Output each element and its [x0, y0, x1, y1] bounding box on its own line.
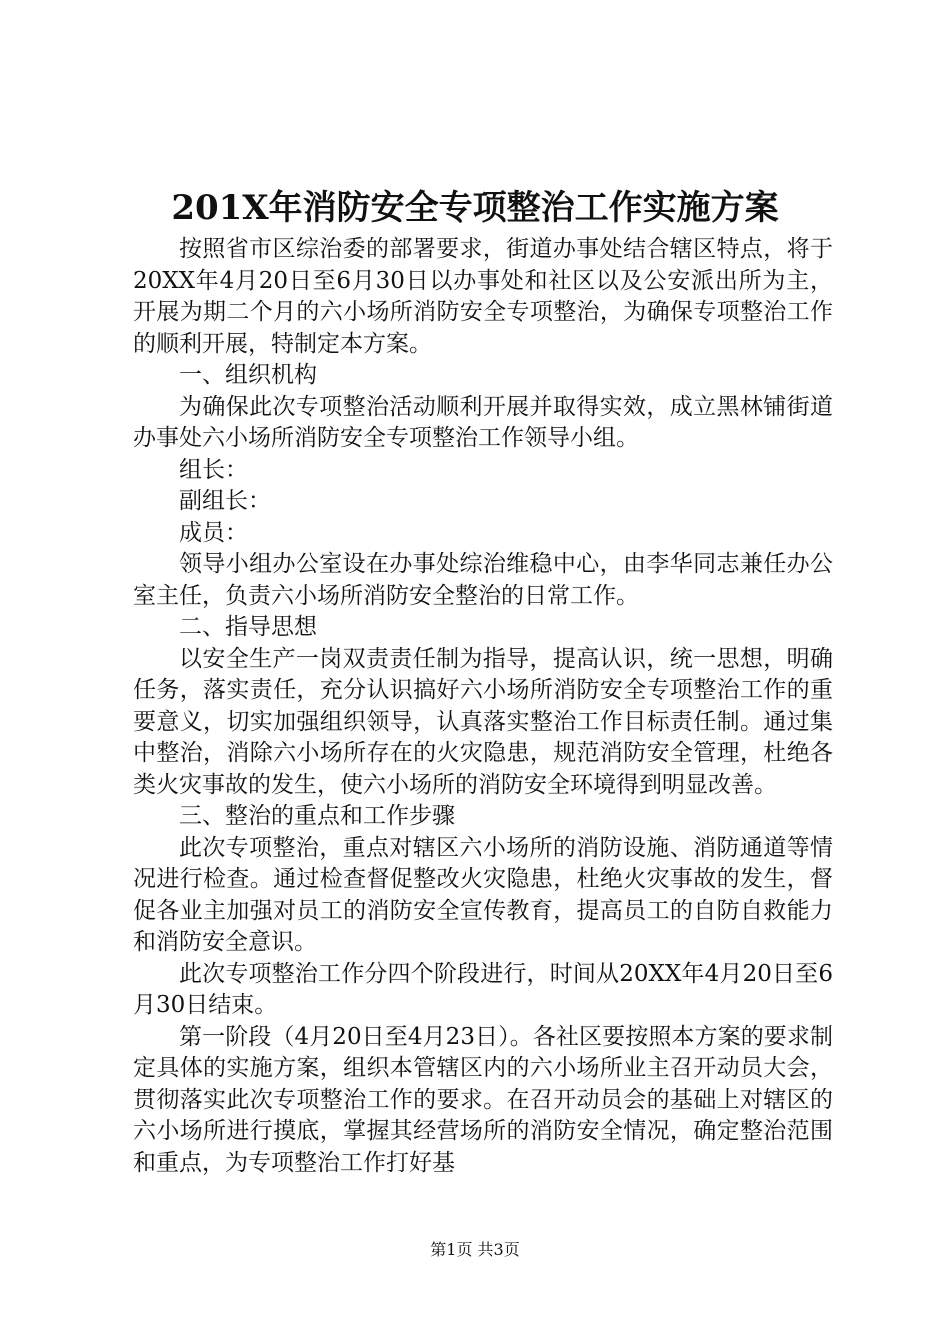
page-footer: 第1页 共3页 — [430, 1240, 520, 1259]
members-line: 成员： — [179, 519, 248, 546]
paragraph-guiding-ideology: 以安全生产一岗双责责任制为指导，提高认识，统一思想，明确任务，落实责任，充分认识搞好六小场所消防安全专项整治工作的重要意义，切实加强组织领导，认真落实整治工作目标责任制。通过集中整治，消除六小场所存在的火灾隐患，规范消防安全管理，杜绝各类火灾事故的发生，使六小场所的消防安全环境得到明显改善。 — [133, 645, 833, 798]
paragraph-phase-one: 第一阶段（4月20日至4月23日）。各社区要按照本方案的要求制定具体的实施方案，组织本管辖区内的六小场所业主召开动员大会，贯彻落实此次专项整治工作的要求。在召开动员会的基础上对辖区的六小场所进行摸底，掌握其经营场所的消防安全情况，确定整治范围和重点，为专项整治工作打好基 — [133, 1023, 833, 1176]
section-heading-guiding-ideology: 二、指导思想 — [179, 614, 317, 640]
deputy-leader-line: 副组长： — [179, 488, 271, 514]
document-body — [133, 234, 833, 1179]
team-leader-line: 组长： — [179, 456, 248, 483]
section-heading-organization: 一、组织机构 — [179, 362, 317, 388]
paragraph-intro: 按照省市区综治委的部署要求，街道办事处结合辖区特点，将于20XX年4月20日至6月30日以办事处和社区以及公安派出所为主，开展为期二个月的六小场所消防安全专项整治，为确保专项整治工作的顺利开展，特制定本方案。 — [133, 236, 833, 357]
paragraph-office: 领导小组办公室设在办事处综治维稳中心，由李华同志兼任办公室主任，负责六小场所消防安全整治的日常工作。 — [133, 551, 833, 609]
paragraph-key-points: 此次专项整治，重点对辖区六小场所的消防设施、消防通道等情况进行检查。通过检查督促整改火灾隐患，杜绝火灾事故的发生，督促各业主加强对员工的消防安全宣传教育，提高员工的自防自救能力和消防安全意识。 — [133, 834, 833, 955]
paragraph-schedule: 此次专项整治工作分四个阶段进行，时间从20XX年4月20日至6月30日结束。 — [133, 960, 833, 1018]
paragraph-organization: 为确保此次专项整治活动顺利开展并取得实效，成立黑林铺街道办事处六小场所消防安全专项整治工作领导小组。 — [133, 393, 833, 451]
document-title: 201X年消防安全专项整治工作实施方案 — [171, 188, 779, 228]
section-heading-key-points-steps: 三、整治的重点和工作步骤 — [179, 803, 455, 829]
